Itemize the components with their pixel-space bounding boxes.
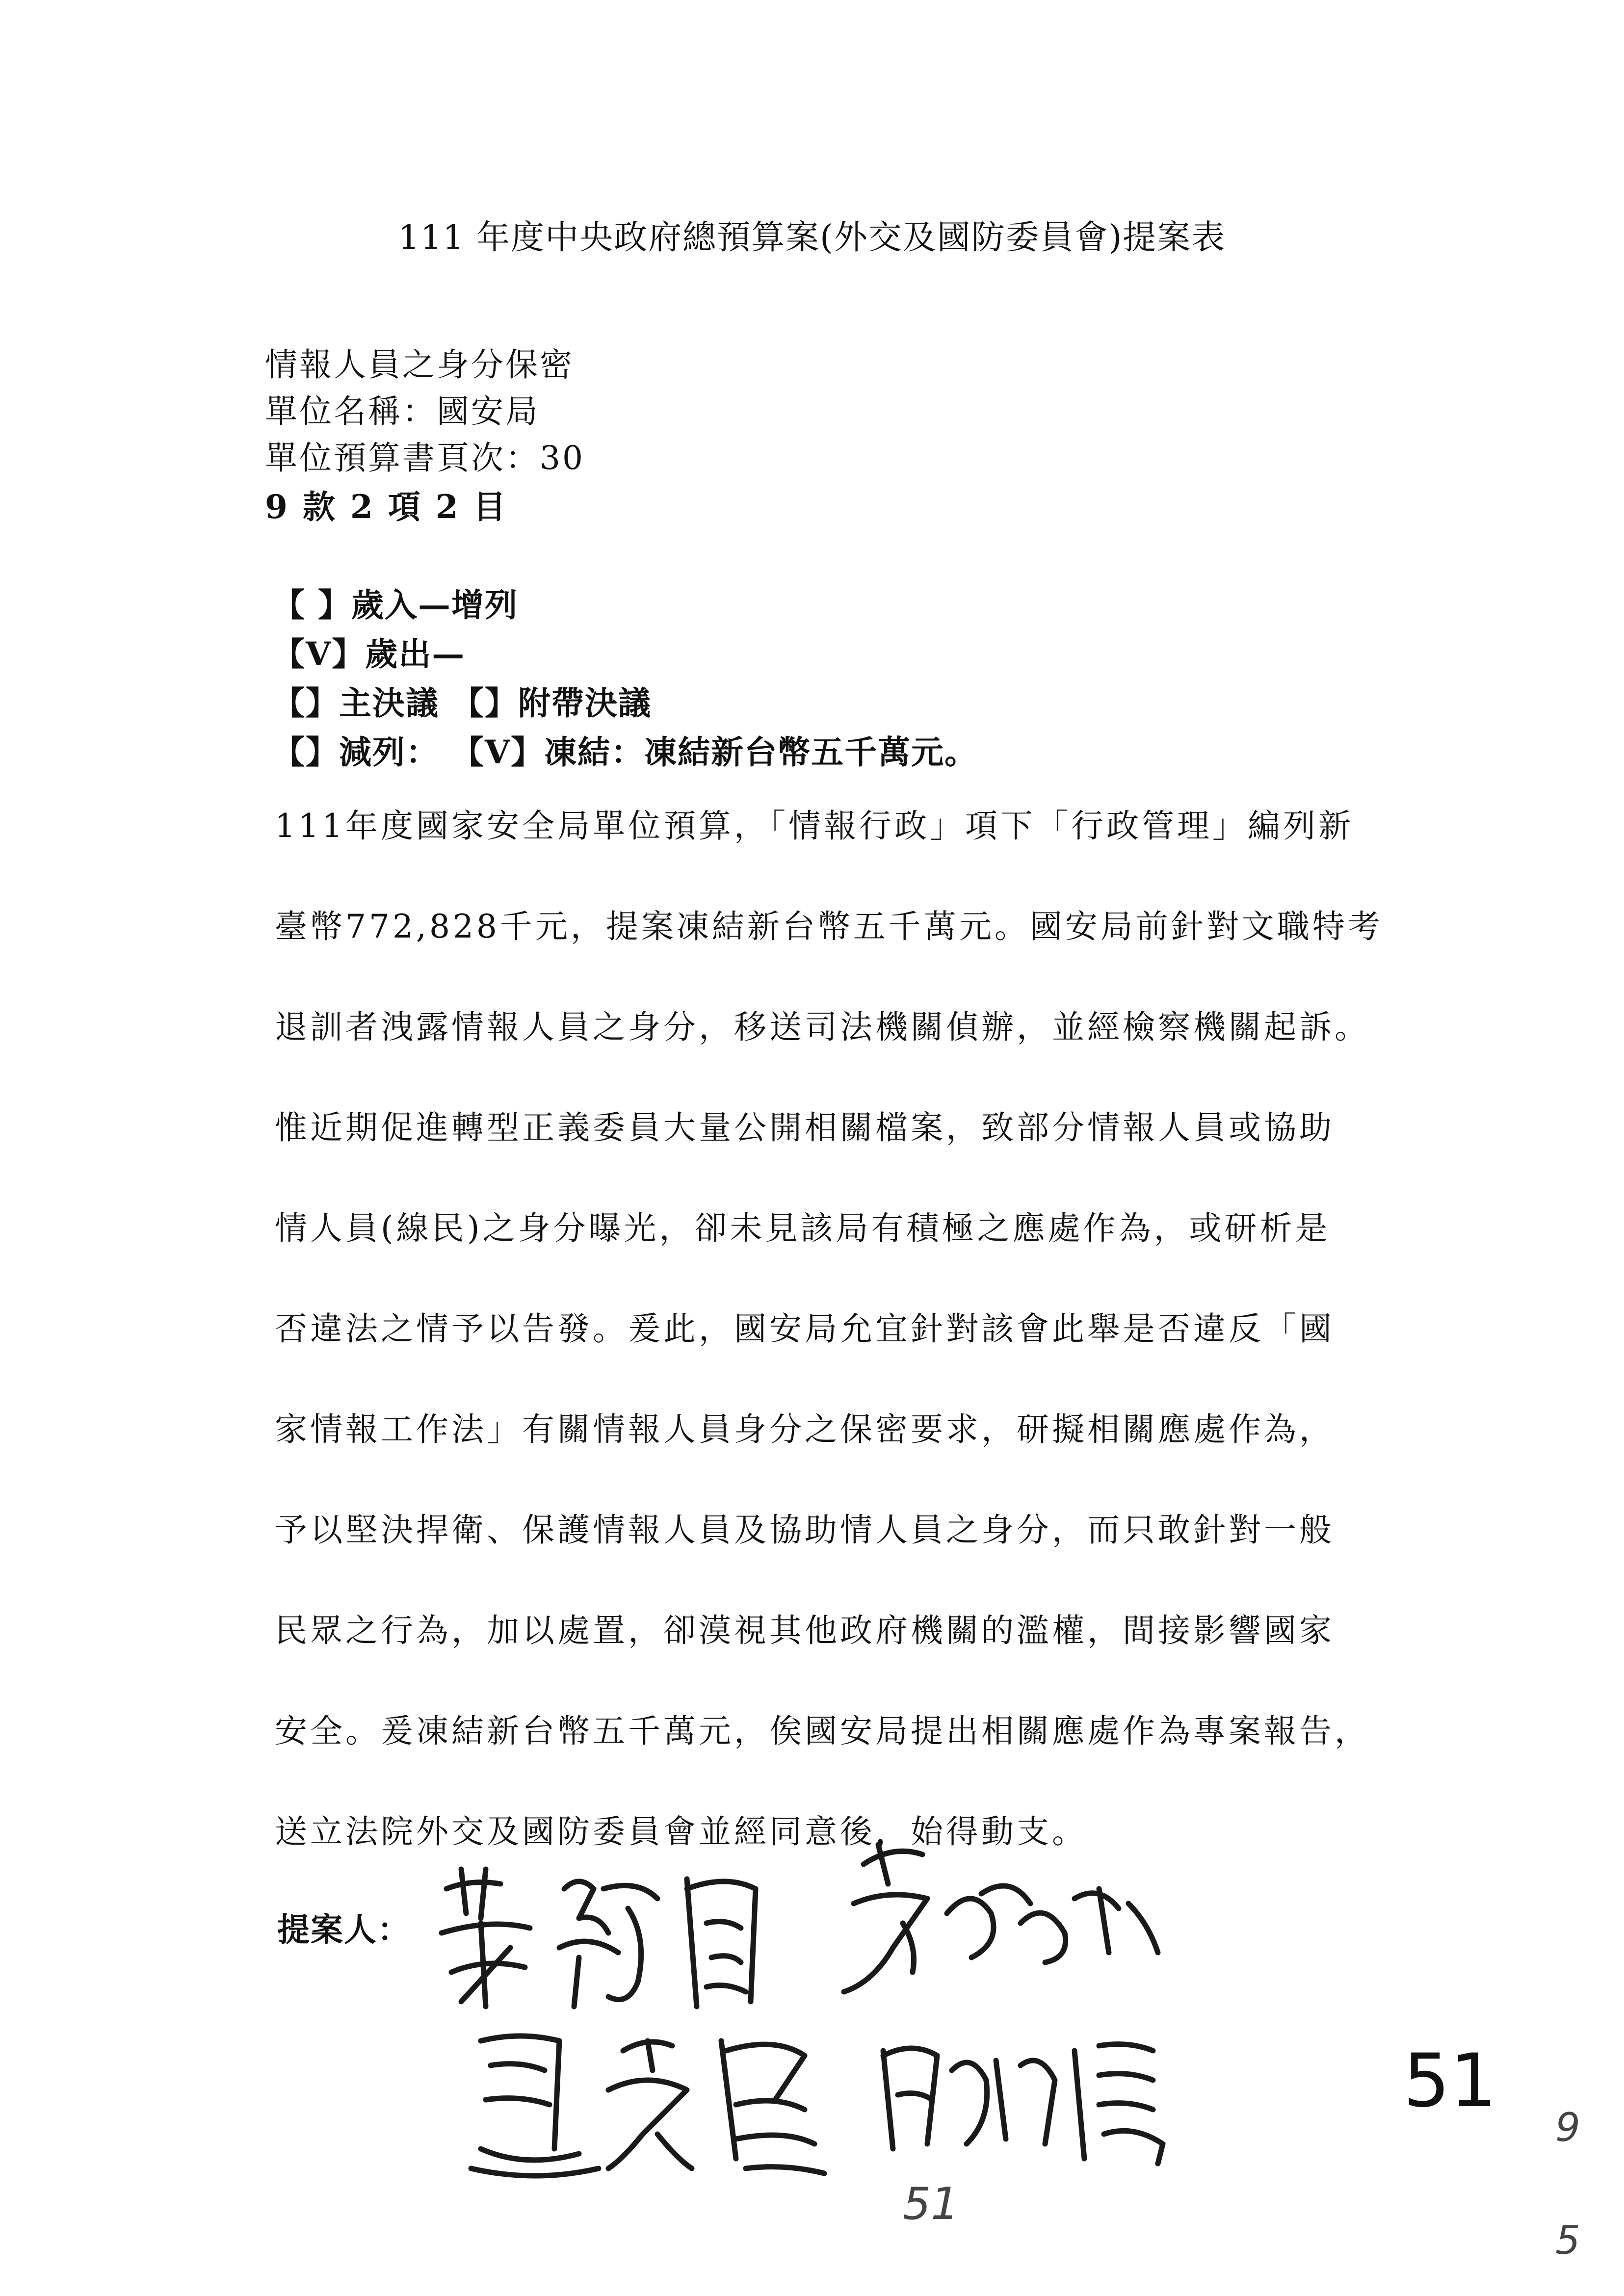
body-line: 退訓者洩露情報人員之身分，移送司法機關偵辦，並經檢察機關起訴。 — [275, 1008, 1370, 1046]
body-line: 惟近期促進轉型正義委員大量公開相關檔案，致部分情報人員或協助 — [275, 1109, 1335, 1147]
signature-3 — [461, 2021, 834, 2183]
option-expenditure: 【V】歲出— — [272, 635, 466, 673]
margin-digit-2: 5 — [1555, 2218, 1580, 2263]
option-resolution: 【】主決議 【】附帶決議 — [272, 684, 652, 722]
margin-digit-1: 9 — [1555, 2105, 1580, 2150]
signature-1 — [432, 1859, 785, 2021]
page-number: 51 — [1403, 2038, 1497, 2124]
body-line: 111年度國家安全局單位預算，「情報行政」項下「行政管理」編列新 — [275, 807, 1354, 845]
body-line: 情人員(線民)之身分曝光，卻未見該局有積極之應處作為，或研析是 — [275, 1209, 1331, 1247]
proposer-label: 提案人： — [277, 1910, 411, 1949]
signature-2 — [834, 1825, 1168, 2002]
body-line: 予以堅決捍衛、保護情報人員及協助情人員之身分，而只敢針對一般 — [275, 1511, 1335, 1549]
body-line: 否違法之情予以告發。爰此，國安局允宜針對該會此舉是否違反「國 — [275, 1310, 1335, 1348]
body-line: 家情報工作法」有關情報人員身分之保密要求，研擬相關應處作為， — [275, 1410, 1335, 1448]
budget-page-ref: 單位預算書頁次：30 — [265, 439, 585, 477]
signature-4 — [868, 2021, 1182, 2168]
proposal-subject: 情報人員之身分保密 — [265, 346, 574, 384]
budget-item: 9 款 2 項 2 目 — [265, 488, 508, 526]
option-reduce-freeze: 【】減列： 【V】凍結：凍結新台幣五千萬元。 — [272, 733, 978, 771]
body-line: 民眾之行為，加以處置，卻漠視其他政府機關的濫權，間接影響國家 — [275, 1612, 1335, 1649]
handwritten-number: 51 — [903, 2178, 959, 2230]
body-line: 送立法院外交及國防委員會並經同意後，始得動支。 — [275, 1813, 1087, 1851]
body-line: 臺幣772,828千元，提案凍結新台幣五千萬元。國安局前針對文職特考 — [275, 908, 1383, 945]
option-revenue-increase: 【 】歲入—增列 — [272, 586, 518, 624]
unit-name: 單位名稱：國安局 — [265, 392, 540, 430]
body-line: 安全。爰凍結新台幣五千萬元，俟國安局提出相關應處作為專案報告， — [275, 1712, 1370, 1750]
document-title: 111 年度中央政府總預算案(外交及國防委員會)提案表 — [398, 218, 1226, 257]
